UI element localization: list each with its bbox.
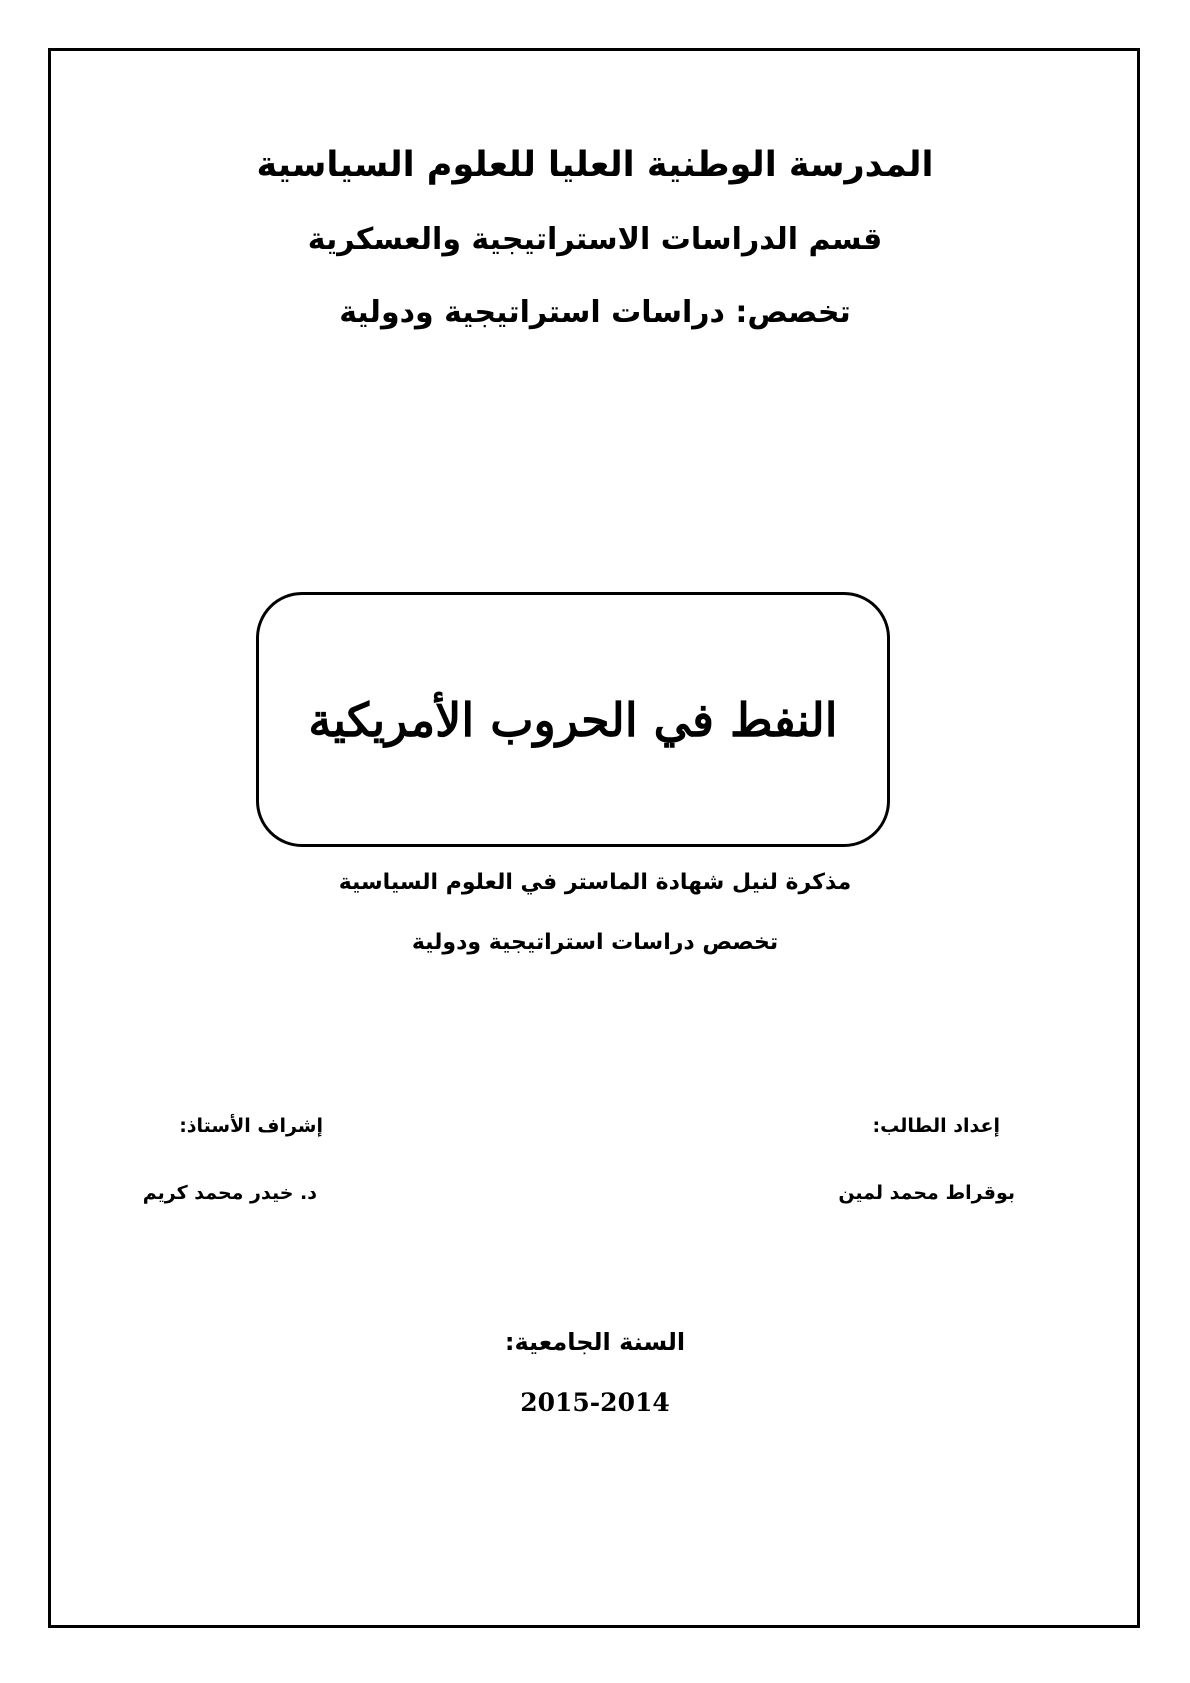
academic-year-label: السنة الجامعية: xyxy=(504,1328,686,1356)
school-name: المدرسة الوطنية العليا للعلوم السياسية xyxy=(256,145,934,185)
department-name: قسم الدراسات الاستراتيجية والعسكرية xyxy=(307,222,883,257)
memo-purpose: مذكرة لنيل شهادة الماستر في العلوم السياسية xyxy=(338,870,852,895)
supervisor-name: د. خيدر محمد كريم xyxy=(142,1182,317,1204)
specialty-heading: تخصص: دراسات استراتيجية ودولية xyxy=(339,295,851,330)
student-label: إعداد الطالب: xyxy=(872,1115,1000,1137)
academic-year-value: 2015-2014 xyxy=(520,1388,670,1417)
title-box xyxy=(256,592,890,847)
memo-specialty: تخصص دراسات استراتيجية ودولية xyxy=(411,930,779,955)
thesis-title: النفط في الحروب الأمريكية xyxy=(308,692,838,747)
supervisor-label: إشراف الأستاذ: xyxy=(179,1115,323,1137)
student-name: بوقراط محمد لمين xyxy=(838,1182,1015,1204)
